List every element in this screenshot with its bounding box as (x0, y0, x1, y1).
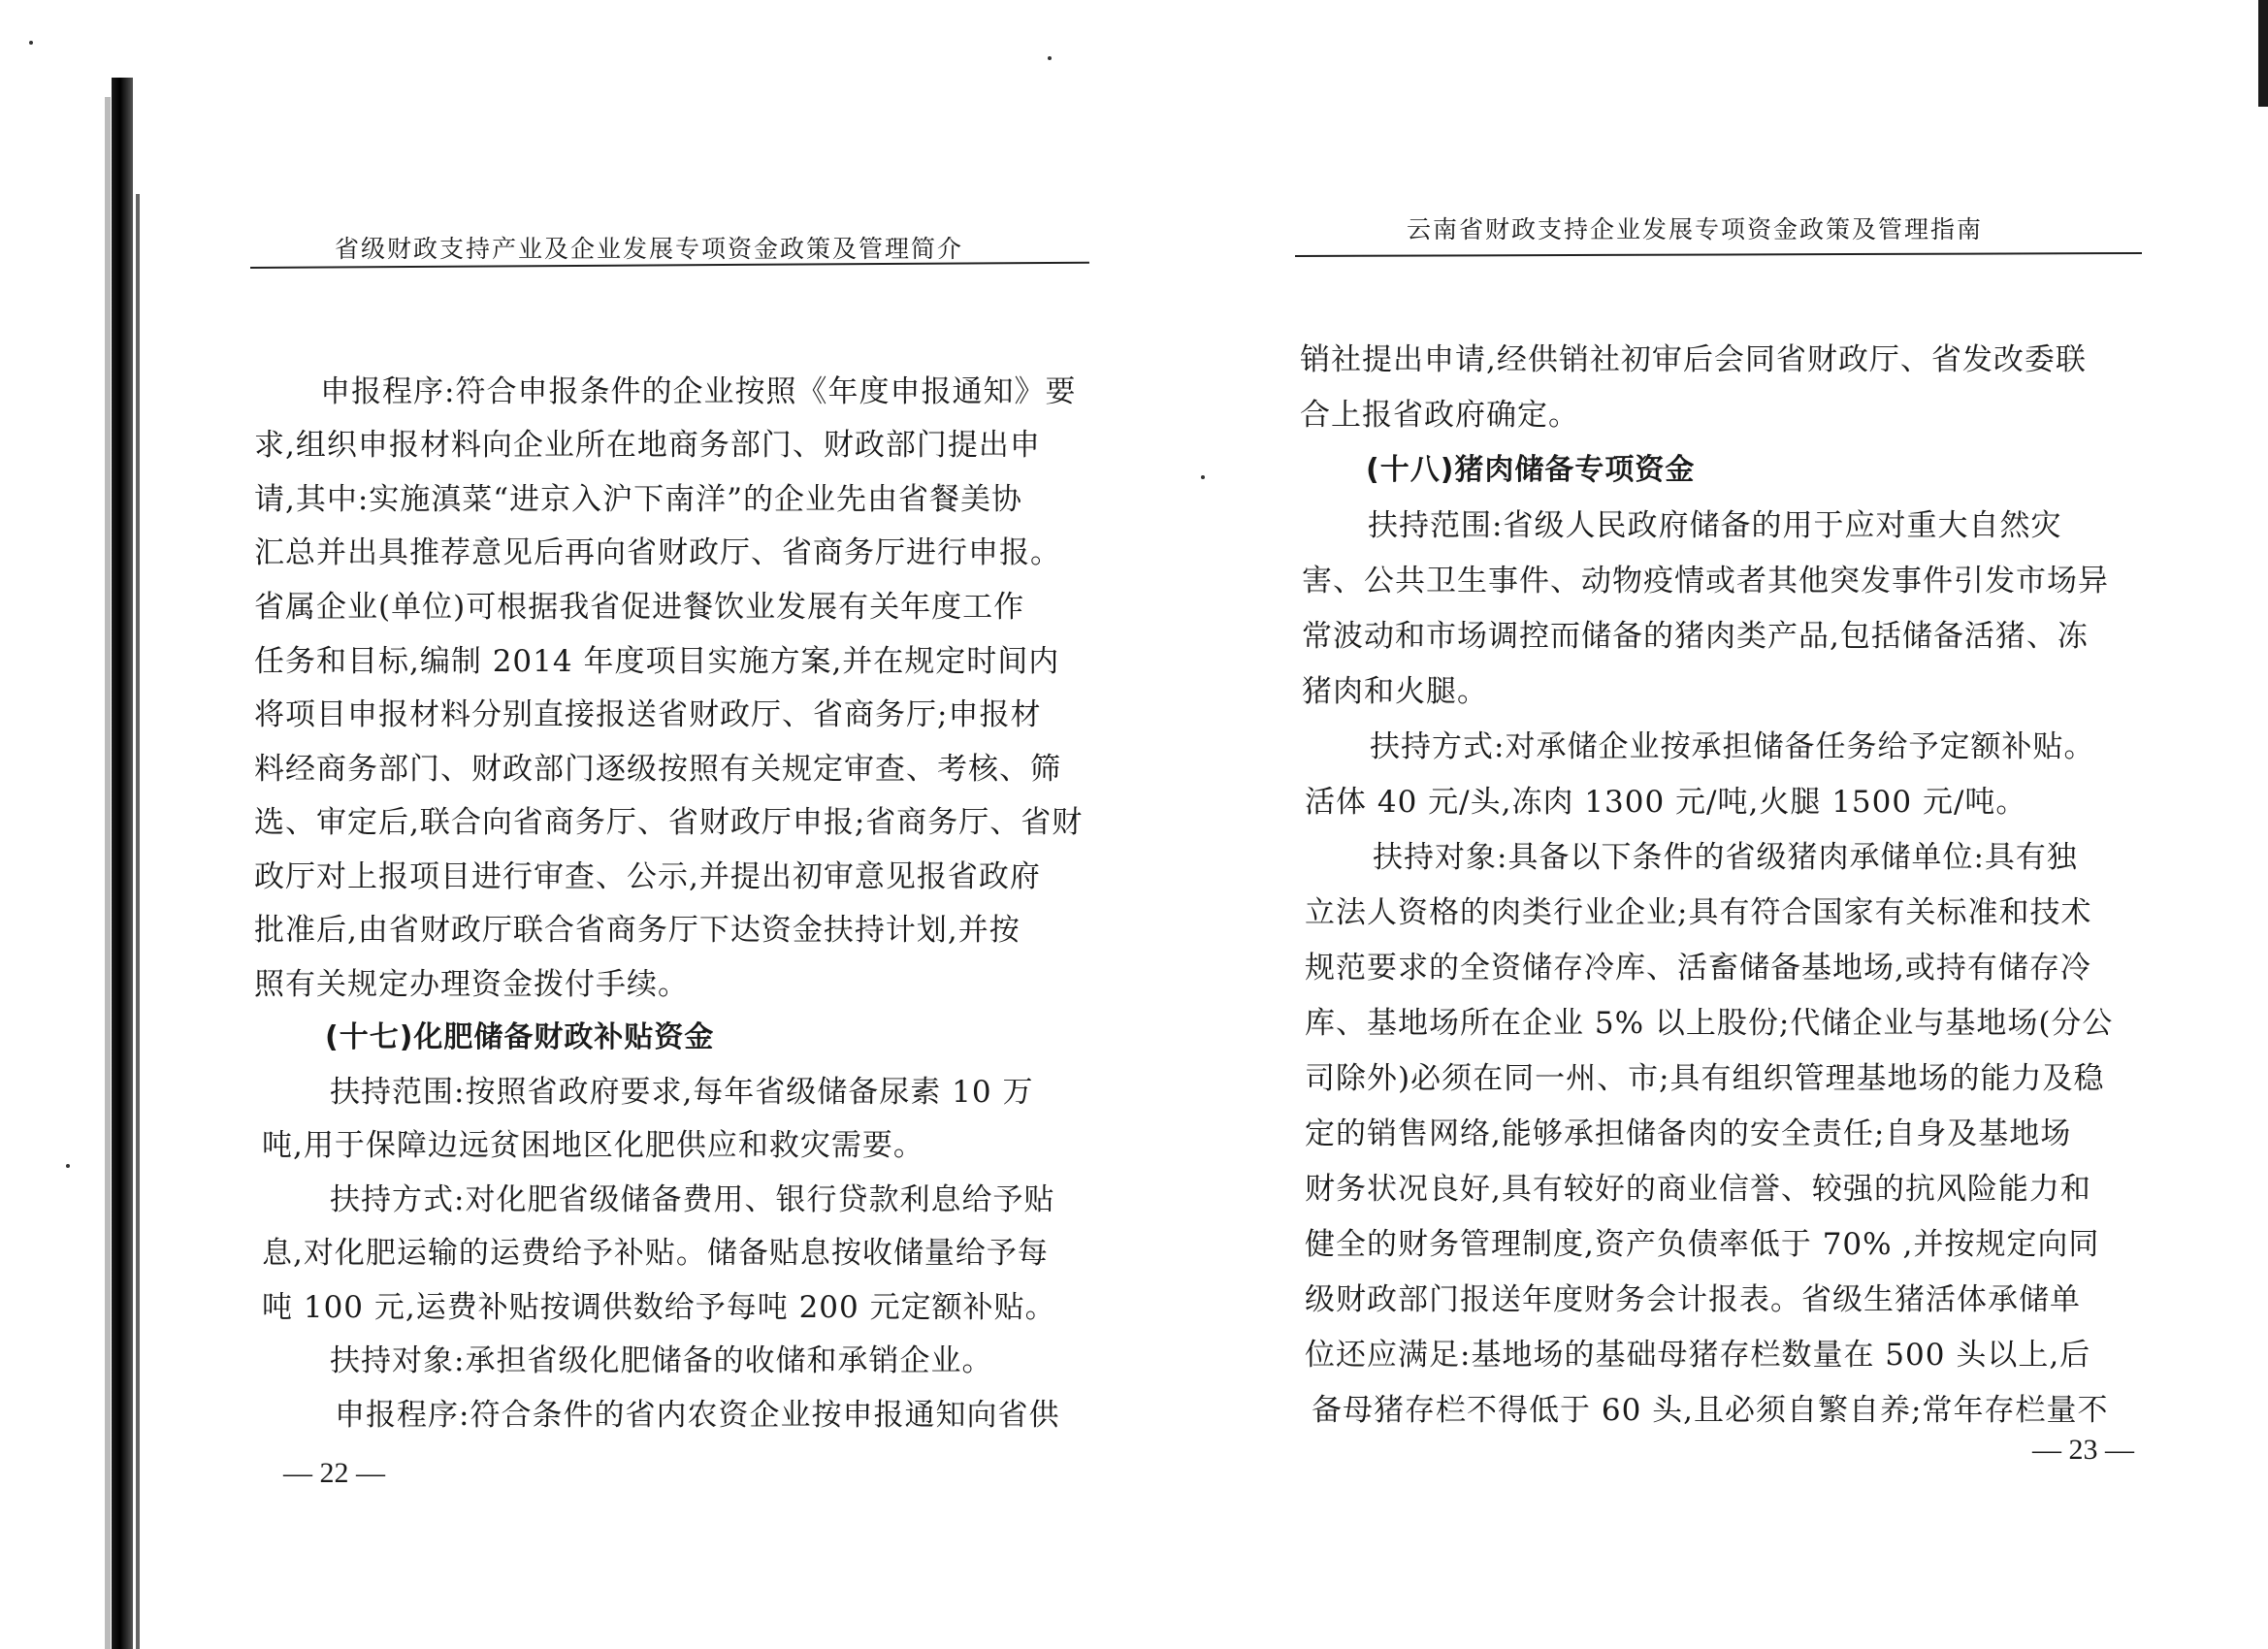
text-line: 省属企业(单位)可根据我省促进餐饮业发展有关年度工作 (254, 590, 1025, 625)
scan-speck (29, 41, 33, 45)
text-line: 常波动和市场调控而储备的猪肉类产品,包括储备活猪、冻 (1302, 619, 2089, 654)
text-line: 吨,用于保障边远贫困地区化肥供应和救灾需要。 (262, 1128, 924, 1163)
text-line: 活体 40 元/头,冻肉 1300 元/吨,火腿 1500 元/吨。 (1305, 785, 2027, 820)
text-line: 料经商务部门、财政部门逐级按照有关规定审查、考核、筛 (254, 752, 1061, 787)
text-line: 求,组织申报材料向企业所在地商务部门、财政部门提出申 (254, 428, 1041, 463)
text-line: 扶持范围:省级人民政府储备的用于应对重大自然灾 (1368, 508, 2062, 543)
text-line: 司除外)必须在同一州、市;具有组织管理基地场的能力及稳 (1305, 1061, 2105, 1096)
scan-edge-mark (2258, 0, 2268, 107)
scan-speck (1201, 475, 1205, 479)
text-line: 吨 100 元,运费补贴按调供数给予每吨 200 元定额补贴。 (262, 1290, 1056, 1325)
text-line: 害、公共卫生事件、动物疫情或者其他突发事件引发市场异 (1302, 564, 2109, 598)
section-heading: (十八)猪肉储备专项资金 (1366, 453, 1696, 487)
text-line: 政厅对上报项目进行审查、公示,并提出初审意见报省政府 (254, 859, 1041, 894)
text-line: 销社提出申请,经供销社初审后会同省财政厅、省发改委联 (1300, 342, 2087, 377)
text-line: 申报程序:符合条件的省内农资企业按申报通知向省供 (335, 1398, 1060, 1433)
text-line: 健全的财务管理制度,资产负债率低于 70% ,并按规定向同 (1305, 1227, 2100, 1262)
text-line: 扶持范围:按照省政府要求,每年省级储备尿素 10 万 (330, 1075, 1034, 1110)
text-line: 选、审定后,联合向省商务厅、省财政厅申报;省商务厅、省财 (254, 805, 1084, 840)
text-line: 汇总并出具推荐意见后再向省财政厅、省商务厅进行申报。 (254, 535, 1061, 570)
text-line: 将项目申报材料分别直接报送省财政厅、省商务厅;申报材 (254, 697, 1042, 732)
text-line: 扶持方式:对承储企业按承担储备任务给予定额补贴。 (1370, 729, 2095, 764)
right-page-number: — 23 — (2032, 1434, 2134, 1466)
right-header-rule (1295, 252, 2142, 257)
text-line: 级财政部门报送年度财务会计报表。省级生猪活体承储单 (1305, 1282, 2081, 1317)
scan-speck (66, 1164, 70, 1168)
scan-speck (1048, 56, 1052, 60)
right-running-header: 云南省财政支持企业发展专项资金政策及管理指南 (1407, 215, 1984, 243)
text-line: 扶持对象:具备以下条件的省级猪肉承储单位:具有独 (1373, 840, 2078, 875)
text-line: 任务和目标,编制 2014 年度项目实施方案,并在规定时间内 (254, 644, 1060, 679)
left-page-number: — 22 — (283, 1457, 385, 1489)
text-line: 规范要求的全资储存冷库、活畜储备基地场,或持有储存冷 (1305, 951, 2091, 986)
text-line: 申报程序:符合申报条件的企业按照《年度申报通知》要 (320, 374, 1077, 409)
text-line: 扶持对象:承担省级化肥储备的收储和承销企业。 (330, 1343, 993, 1378)
section-heading: (十七)化肥储备财政补贴资金 (325, 1020, 715, 1054)
text-line: 库、基地场所在企业 5% 以上股份;代储企业与基地场(分公 (1305, 1006, 2114, 1041)
text-line: 合上报省政府确定。 (1300, 398, 1579, 433)
binding-edge (105, 97, 111, 1649)
text-line: 备母猪存栏不得低于 60 头,且必须自繁自养;常年存栏量不 (1312, 1393, 2109, 1428)
text-line: 批准后,由省财政厅联合省商务厅下达资金扶持计划,并按 (254, 913, 1021, 948)
text-line: 位还应满足:基地场的基础母猪存栏数量在 500 头以上,后 (1305, 1338, 2091, 1373)
text-line: 立法人资格的肉类行业企业;具有符合国家有关标准和技术 (1305, 895, 2092, 930)
binding-shadow (112, 78, 133, 1649)
text-line: 财务状况良好,具有较好的商业信誉、较强的抗风险能力和 (1305, 1172, 2091, 1207)
text-line: 定的销售网络,能够承担储备肉的安全责任;自身及基地场 (1305, 1116, 2072, 1151)
text-line: 请,其中:实施滇菜“进京入沪下南洋”的企业先由省餐美协 (254, 482, 1022, 517)
text-line: 扶持方式:对化肥省级储备费用、银行贷款利息给予贴 (330, 1182, 1055, 1217)
text-line: 猪肉和火腿。 (1302, 674, 1488, 709)
left-running-header: 省级财政支持产业及企业发展专项资金政策及管理简介 (335, 235, 964, 263)
text-line: 息,对化肥运输的运费给予补贴。储备贴息按收储量给予每 (262, 1236, 1049, 1271)
binding-line (136, 194, 140, 1649)
text-line: 照有关规定办理资金拨付手续。 (254, 967, 689, 1002)
